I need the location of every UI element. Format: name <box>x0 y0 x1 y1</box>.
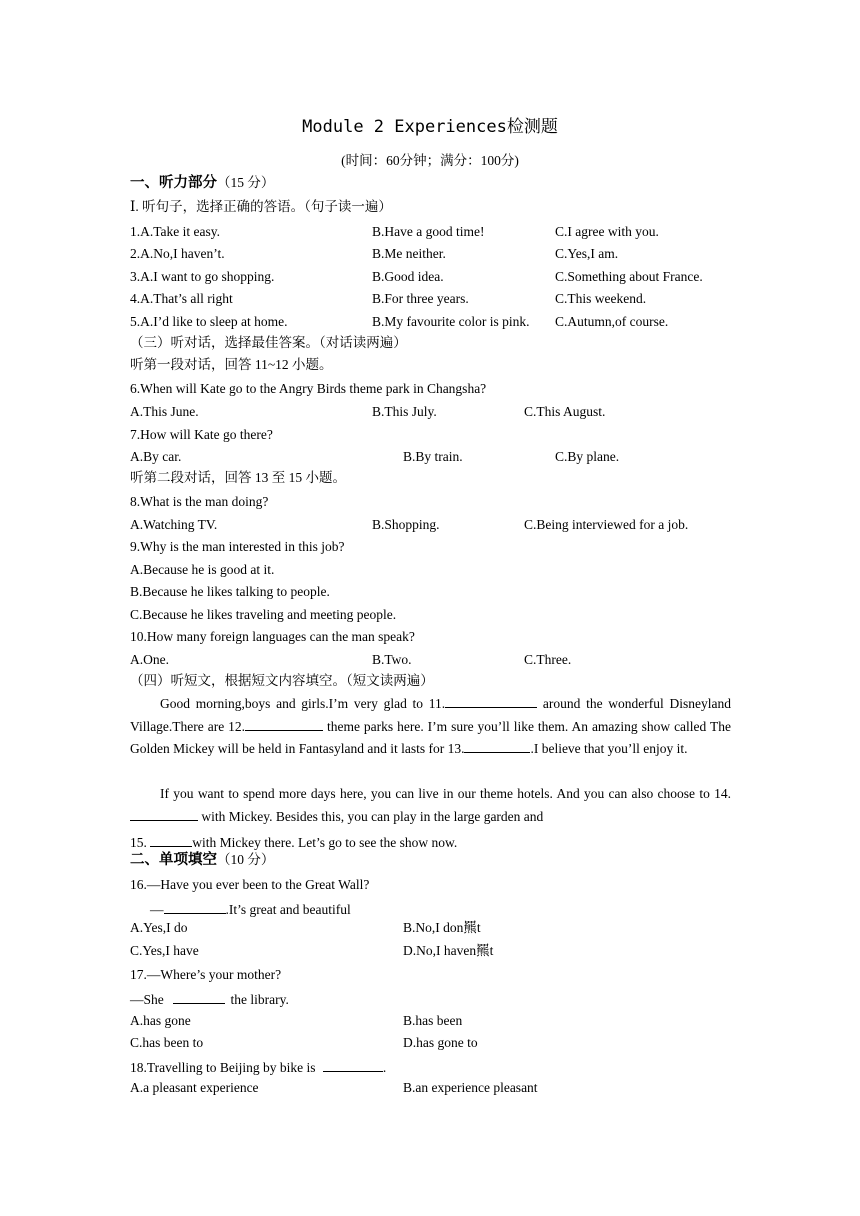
q3-option-b: B.Good idea. <box>372 269 444 284</box>
blank-16[interactable] <box>164 899 226 914</box>
q17-response: —She the library. <box>130 989 289 1009</box>
passage-paragraph-3: 15. with Mickey there. Let’s go to see the show now. <box>130 832 457 852</box>
q5-option-b: B.My favourite color is pink. <box>372 314 530 329</box>
q4-option-a: 4.A.That’s all right <box>130 291 233 306</box>
q16-option-b: B.No,I don羆t <box>403 920 481 935</box>
blank-17[interactable] <box>173 989 225 1004</box>
blank-14[interactable] <box>130 806 198 821</box>
q7-option-b: B.By train. <box>403 449 463 464</box>
q16-option-c: C.Yes,I have <box>130 943 199 958</box>
page-title: Module 2 Experiences检测题 <box>302 117 558 137</box>
dialog-1-instruction: 听第一段对话，回答 11~12 小题。 <box>130 357 333 372</box>
q8-option-b: B.Shopping. <box>372 517 440 532</box>
q16-option-d: D.No,I haven羆t <box>403 943 494 958</box>
dialog-2-instruction: 听第二段对话，回答 13 至 15 小题。 <box>130 470 346 485</box>
part-1-instruction: Ⅰ. 听句子，选择正确的答语。（句子读一遍） <box>130 199 392 214</box>
q18-question: 18.Travelling to Beijing by bike is . <box>130 1057 386 1077</box>
q3-option-c: C.Something about France. <box>555 269 703 284</box>
part-4-instruction: （四）听短文，根据短文内容填空。（短文读两遍） <box>130 673 434 688</box>
q2-option-b: B.Me neither. <box>372 246 446 261</box>
q1-option-b: B.Have a good time! <box>372 224 485 239</box>
q4-option-b: B.For three years. <box>372 291 469 306</box>
q16-response: — .It’s great and beautiful <box>150 899 351 919</box>
section-1-heading: 一、听力部分（15 分） <box>130 175 275 191</box>
blank-15[interactable] <box>150 832 192 847</box>
section-2-heading: 二、单项填空（10 分） <box>130 852 275 868</box>
q17-option-a: A.has gone <box>130 1013 191 1028</box>
q9-option-c: C.Because he likes traveling and meeting people. <box>130 607 397 622</box>
q10-question: 10.How many foreign languages can the man speak? <box>130 629 415 644</box>
q7-option-a: A.By car. <box>130 449 182 464</box>
q18-option-b: B.an experience pleasant <box>403 1080 538 1095</box>
q7-question: 7.How will Kate go there? <box>130 427 273 442</box>
blank-11[interactable] <box>445 693 537 708</box>
q9-option-a: A.Because he is good at it. <box>130 562 275 577</box>
blank-18[interactable] <box>323 1057 383 1072</box>
q18-option-a: A.a pleasant experience <box>130 1080 259 1095</box>
q16-question: 16.—Have you ever been to the Great Wall? <box>130 877 370 892</box>
q9-option-b: B.Because he likes talking to people. <box>130 584 330 599</box>
q7-option-c: C.By plane. <box>555 449 620 464</box>
q8-option-a: A.Watching TV. <box>130 517 218 532</box>
q5-option-c: C.Autumn,of course. <box>555 314 669 329</box>
q5-option-a: 5.A.I’d like to sleep at home. <box>130 314 288 329</box>
q17-question: 17.—Where’s your mother? <box>130 967 282 982</box>
q8-option-c: C.Being interviewed for a job. <box>524 517 689 532</box>
blank-13[interactable] <box>464 738 530 753</box>
q10-option-b: B.Two. <box>372 652 412 667</box>
blank-12[interactable] <box>245 716 323 731</box>
q17-option-d: D.has gone to <box>403 1035 478 1050</box>
q6-option-b: B.This July. <box>372 404 437 419</box>
passage-paragraph-1: Good morning,boys and girls.I’m very glad to 11. around the wonderful Disneyland Village.There are 12. theme parks here. I’m sure you’ll like them. An amazing show called The Golden Mickey will be held in Fantasyland and it lasts for 13. .I believe that you’ll enjoy it. <box>130 693 731 761</box>
q6-question: 6.When will Kate go to the Angry Birds theme park in Changsha? <box>130 381 487 396</box>
page-subtitle: (时间：60分钟；满分：100分) <box>341 153 519 168</box>
q4-option-c: C.This weekend. <box>555 291 647 306</box>
q6-option-a: A.This June. <box>130 404 199 419</box>
q16-option-a: A.Yes,I do <box>130 920 188 935</box>
q17-option-c: C.has been to <box>130 1035 204 1050</box>
q2-option-a: 2.A.No,I haven’t. <box>130 246 225 261</box>
q2-option-c: C.Yes,I am. <box>555 246 619 261</box>
q1-option-a: 1.A.Take it easy. <box>130 224 221 239</box>
q3-option-a: 3.A.I want to go shopping. <box>130 269 275 284</box>
q9-question: 9.Why is the man interested in this job? <box>130 539 345 554</box>
q8-question: 8.What is the man doing? <box>130 494 269 509</box>
q17-option-b: B.has been <box>403 1013 463 1028</box>
q10-option-c: C.Three. <box>524 652 572 667</box>
passage-paragraph-2: If you want to spend more days here, you can live in our theme hotels. And you can also choose to 14. with Mickey. Besides this, you can play in the large garden and <box>130 783 731 828</box>
q10-option-a: A.One. <box>130 652 169 667</box>
q1-option-c: C.I agree with you. <box>555 224 659 239</box>
q6-option-c: C.This August. <box>524 404 606 419</box>
part-3-instruction: （三）听对话，选择最佳答案。（对话读两遍） <box>130 335 407 350</box>
